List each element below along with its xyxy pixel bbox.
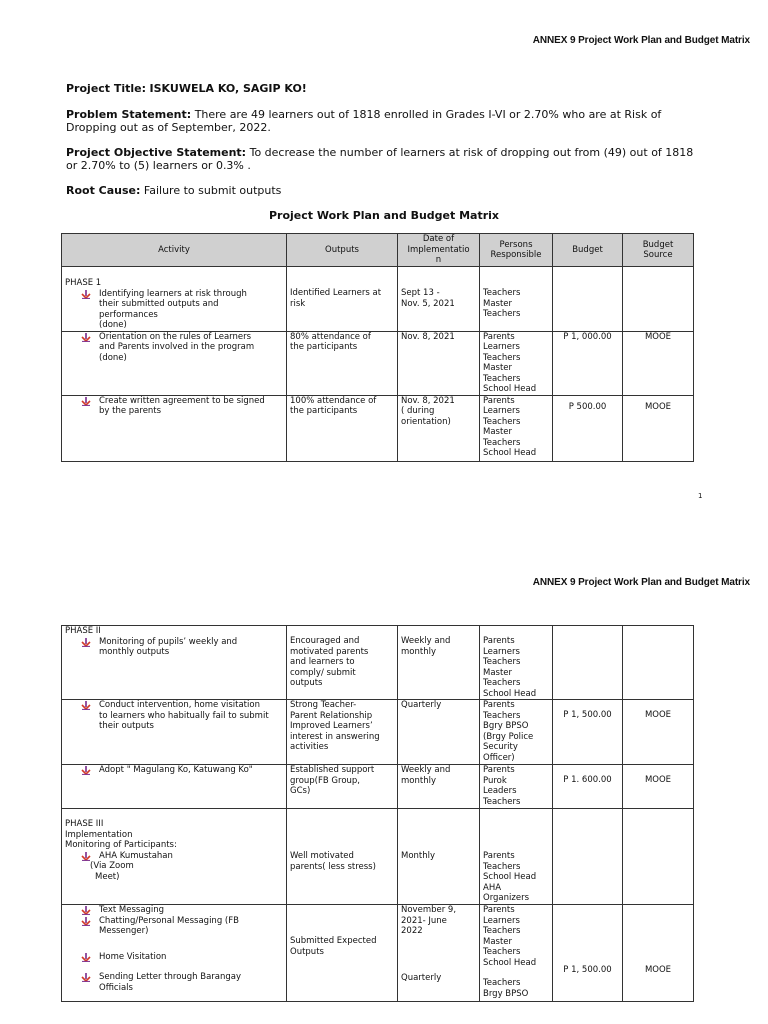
activity-bullet xyxy=(65,972,283,993)
budget-source-cell xyxy=(623,267,694,332)
header-date-line: n xyxy=(435,255,442,266)
outputs-cell: 80% attendance of the participants xyxy=(287,331,398,395)
header-persons xyxy=(480,234,553,267)
activity-bullet xyxy=(65,765,283,776)
activity-text: Create written agreement to be signed by the parents xyxy=(99,395,265,416)
objective-line: To decrease the number of learners at risk of dropping out from (49) out of 1818 xyxy=(249,146,694,159)
table-header-row xyxy=(62,234,694,267)
budget-cell xyxy=(553,267,623,332)
matrix-title: Project Work Plan and Budget Matrix xyxy=(268,209,500,222)
arrow-bullet-icon xyxy=(81,972,93,982)
activity-cell xyxy=(62,905,287,1002)
header-source-line: Budget xyxy=(642,239,674,250)
persons-cell: Teachers Master Teachers xyxy=(480,267,553,332)
activity-cell xyxy=(62,626,287,700)
activity-cell xyxy=(62,331,287,395)
date-cell: Sept 13 - Nov. 5, 2021 xyxy=(398,267,480,332)
activity-text: AHA Kumustahan xyxy=(99,850,173,861)
header-activity: Activity xyxy=(62,234,287,267)
objective-label: Project Objective Statement: xyxy=(66,146,247,159)
header-budget: Budget xyxy=(553,234,623,267)
activity-text: Chatting/Personal Messaging (FB Messenger) xyxy=(99,915,239,936)
project-title-label: Project Title: xyxy=(66,82,147,95)
persons-cell: Parents Purok Leaders Teachers xyxy=(480,765,553,809)
activity-bullet xyxy=(65,396,283,417)
date-cell: Quarterly xyxy=(398,700,480,765)
problem-line: Dropping out as of September, 2022. xyxy=(66,121,271,134)
budget-cell: P 1, 500.00 xyxy=(553,700,623,765)
activity-subtext: (Via Zoom xyxy=(90,861,134,871)
phase-label: PHASE III xyxy=(65,819,104,829)
header-outputs: Outputs xyxy=(287,234,398,267)
table-row xyxy=(62,626,694,700)
table-row xyxy=(62,905,694,1002)
phase-subtitle: Monitoring of Participants: xyxy=(65,840,177,850)
activity-subtext: Meet) xyxy=(95,871,120,882)
outputs-cell: Encouraged and motivated parents and learners to comply/ submit outputs xyxy=(287,626,398,700)
table-row xyxy=(62,700,694,765)
outputs-cell: Strong Teacher- Parent Relationship Improved Learners’ interest in answering activities xyxy=(287,700,398,765)
activity-text: Home Visitation xyxy=(99,951,167,962)
problem-label: Problem Statement: xyxy=(66,108,192,121)
arrow-bullet-icon xyxy=(81,851,93,861)
persons-cell: Parents Teachers School Head AHA Organizers xyxy=(480,809,553,905)
activity-text: Text Messaging xyxy=(99,905,165,915)
outputs-cell: Established support group(FB Group, GCs) xyxy=(287,765,398,809)
header-date-line: Implementatio xyxy=(407,244,470,255)
activity-text: Orientation on the rules of Learners and Parents involved in the program (done) xyxy=(99,331,255,363)
header-source xyxy=(623,234,694,267)
activity-bullet xyxy=(65,916,283,937)
root-cause-label: Root Cause: xyxy=(66,184,141,197)
persons-cell: Parents Learners Teachers Master Teachers School Head xyxy=(480,331,553,395)
root-cause-value: Failure to submit outputs xyxy=(143,184,282,197)
budget-cell: P 500.00 xyxy=(553,395,623,461)
arrow-bullet-icon xyxy=(81,916,93,926)
objective-line: or 2.70% to (5) learners or 0.3% . xyxy=(66,159,251,172)
arrow-bullet-icon xyxy=(81,700,93,710)
persons-cell: Parents Learners Teachers Master Teachers School Head xyxy=(480,395,553,461)
budget-cell: P 1. 600.00 xyxy=(553,765,623,809)
date-cell: Weekly and monthly xyxy=(398,765,480,809)
activity-bullet xyxy=(65,332,283,364)
activity-text: Identifying learners at risk through their submitted outputs and performances (done) xyxy=(99,288,247,330)
header-persons-line: Responsible xyxy=(490,250,542,260)
problem-statement xyxy=(66,108,706,134)
arrow-bullet-icon xyxy=(81,765,93,775)
activity-bullet xyxy=(65,851,283,862)
phase-subtitle: Implementation xyxy=(65,829,133,840)
arrow-bullet-icon xyxy=(81,396,93,406)
budget-source-cell xyxy=(623,809,694,905)
date-cell: Monthly xyxy=(398,809,480,905)
date-cell: Nov. 8, 2021 ( during orientation) xyxy=(398,395,480,461)
activity-text: Sending Letter through Barangay Officials xyxy=(99,972,242,993)
budget-cell xyxy=(553,809,623,905)
activity-bullet xyxy=(65,952,283,963)
project-title xyxy=(66,82,706,95)
outputs-cell: Identified Learners at risk xyxy=(287,267,398,332)
budget-source-cell xyxy=(623,626,694,700)
date-cell: Nov. 8, 2021 xyxy=(398,331,480,395)
header-persons-line: Persons xyxy=(499,239,533,250)
budget-source-cell: MOOE xyxy=(623,905,694,1002)
persons-cell: Parents Teachers Bgry BPSO (Brgy Police Security Officer) xyxy=(480,700,553,765)
activity-cell xyxy=(62,395,287,461)
arrow-bullet-icon xyxy=(81,952,93,962)
date-cell: Weekly and monthly xyxy=(398,626,480,700)
outputs-cell: 100% attendance of the participants xyxy=(287,395,398,461)
date-quarterly: Quarterly xyxy=(401,972,442,983)
root-cause xyxy=(66,184,706,197)
project-title-value: ISKUWELA KO, SAGIP KO! xyxy=(149,82,307,95)
activity-cell xyxy=(62,809,287,905)
table-row xyxy=(62,809,694,905)
budget-cell xyxy=(553,626,623,700)
budget-cell: P 1, 500.00 xyxy=(553,905,623,1002)
budget-source-cell: MOOE xyxy=(623,700,694,765)
table-row xyxy=(62,267,694,332)
activity-bullet xyxy=(65,289,283,331)
phase-label: PHASE 1 xyxy=(65,278,102,288)
persons-cell: Parents Learners Teachers Master Teachers School Head Teachers Brgy BPSO xyxy=(480,905,553,1002)
activity-bullet xyxy=(65,700,283,732)
budget-cell: P 1, 000.00 xyxy=(553,331,623,395)
activity-text: Monitoring of pupils’ weekly and monthly outputs xyxy=(99,636,238,657)
budget-source-cell: MOOE xyxy=(623,395,694,461)
header-date xyxy=(398,234,480,267)
table-row xyxy=(62,395,694,461)
persons-cell: Parents Learners Teachers Master Teachers School Head xyxy=(480,626,553,700)
phase-label: PHASE II xyxy=(65,626,101,636)
activity-cell xyxy=(62,765,287,809)
arrow-bullet-icon xyxy=(81,637,93,647)
table-row xyxy=(62,765,694,809)
activity-cell xyxy=(62,267,287,332)
arrow-bullet-icon xyxy=(81,905,93,915)
date-cell: November 9, 2021- June 2022 Quarterly xyxy=(398,905,480,1002)
activity-text: Adopt " Magulang Ko, Katuwang Ko" xyxy=(99,765,253,775)
budget-source-cell: MOOE xyxy=(623,765,694,809)
activity-bullet xyxy=(65,905,283,916)
work-plan-table-page1 xyxy=(61,233,694,462)
activity-cell xyxy=(62,700,287,765)
annex-header: ANNEX 9 Project Work Plan and Budget Matrix xyxy=(532,577,750,588)
work-plan-table-page2 xyxy=(61,625,694,1002)
arrow-bullet-icon xyxy=(81,289,93,299)
objective-statement xyxy=(66,146,706,172)
page-number: 1 xyxy=(698,492,703,500)
header-date-line: Date of xyxy=(422,234,455,245)
activity-bullet xyxy=(65,637,283,658)
outputs-cell: Well motivated parents( less stress) xyxy=(287,809,398,905)
arrow-bullet-icon xyxy=(81,332,93,342)
activity-text: Conduct intervention, home visitation to learners who habitually fail to submit their outputs xyxy=(99,700,269,731)
annex-header: ANNEX 9 Project Work Plan and Budget Matrix xyxy=(532,35,750,46)
table-row xyxy=(62,331,694,395)
problem-line: There are 49 learners out of 1818 enrolled in Grades I-VI or 2.70% who are at Risk of xyxy=(194,108,662,121)
header-source-line: Source xyxy=(643,250,673,260)
budget-source-cell: MOOE xyxy=(623,331,694,395)
outputs-cell: Submitted Expected Outputs xyxy=(287,905,398,1002)
